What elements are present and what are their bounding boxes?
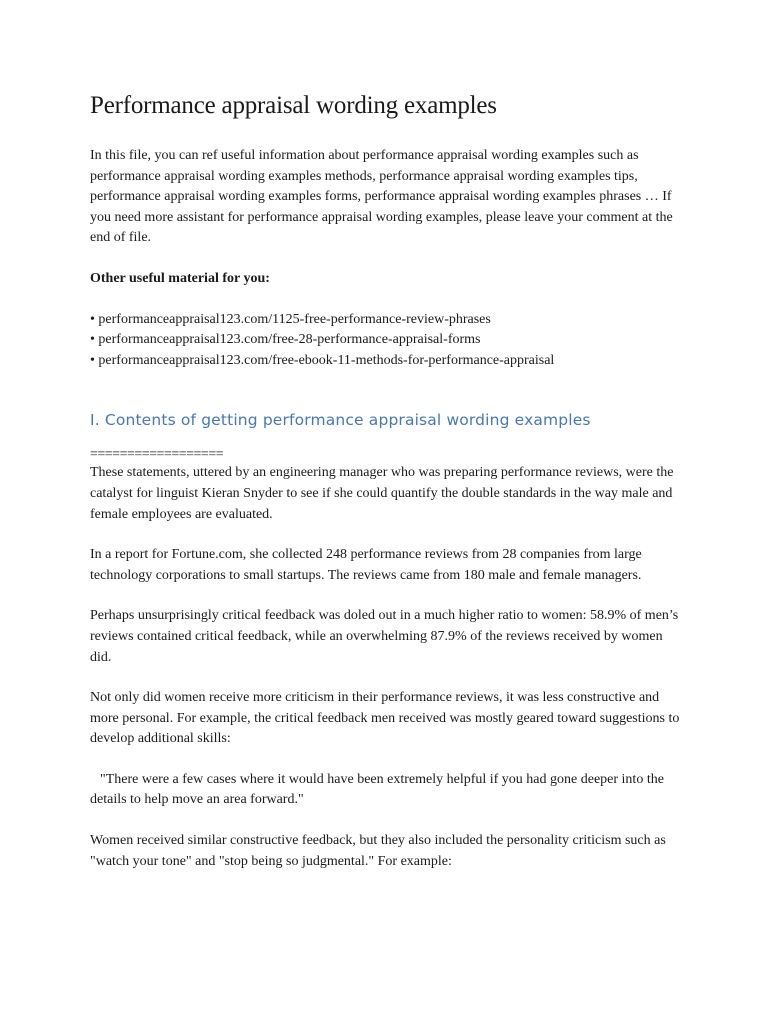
document-page <box>90 90 680 892</box>
useful-link-item[interactable]: • performanceappraisal123.com/free-28-performance-appraisal-forms <box>90 332 481 348</box>
body-paragraph: Women received similar constructive feedback, but they also included the personality criticism such as "watch your tone" and "stop being so judgmental." For example: <box>90 833 666 869</box>
intro-paragraph: In this file, you can ref useful information about performance appraisal wording examples such as performance appraisal wording examples methods, performance appraisal wording examples tips, performance appraisal wording examples forms, performance appraisal wording examples phrases … If you need more assistant for performance appraisal wording examples, please leave your comment at the end of file. <box>90 148 673 246</box>
divider-line: ================== <box>90 447 224 463</box>
useful-link-item[interactable]: • performanceappraisal123.com/1125-free-performance-review-phrases <box>90 311 491 327</box>
section-heading: I. Contents of getting performance appraisal wording examples <box>90 411 591 430</box>
body-paragraph: Not only did women receive more criticism in their performance reviews, it was less constructive and more personal. For example, the critical feedback men received was mostly geared toward suggestions to develop additional skills: <box>90 690 680 747</box>
quote-paragraph: "There were a few cases where it would have been extremely helpful if you had gone deeper into the details to help move an area forward." <box>90 771 664 808</box>
page-title: Performance appraisal wording examples <box>90 92 497 119</box>
useful-link-item[interactable]: • performanceappraisal123.com/free-ebook-11-methods-for-performance-appraisal <box>90 352 555 368</box>
body-paragraph: These statements, uttered by an engineering manager who was preparing performance reviews, were the catalyst for linguist Kieran Snyder to see if she could quantify the double standards in the way male and female employees are evaluated. <box>90 465 674 522</box>
body-paragraph: In a report for Fortune.com, she collected 248 performance reviews from 28 companies from large technology corporations to small startups. The reviews came from 180 male and female managers. <box>90 547 642 583</box>
useful-material-heading: Other useful material for you: <box>90 270 270 286</box>
useful-links-list <box>90 310 680 372</box>
body-paragraph: Perhaps unsurprisingly critical feedback was doled out in a much higher ratio to women: 58.9% of men’s reviews contained critical feedback, while an overwhelming 87.9% of the reviews received by women did. <box>90 608 679 665</box>
